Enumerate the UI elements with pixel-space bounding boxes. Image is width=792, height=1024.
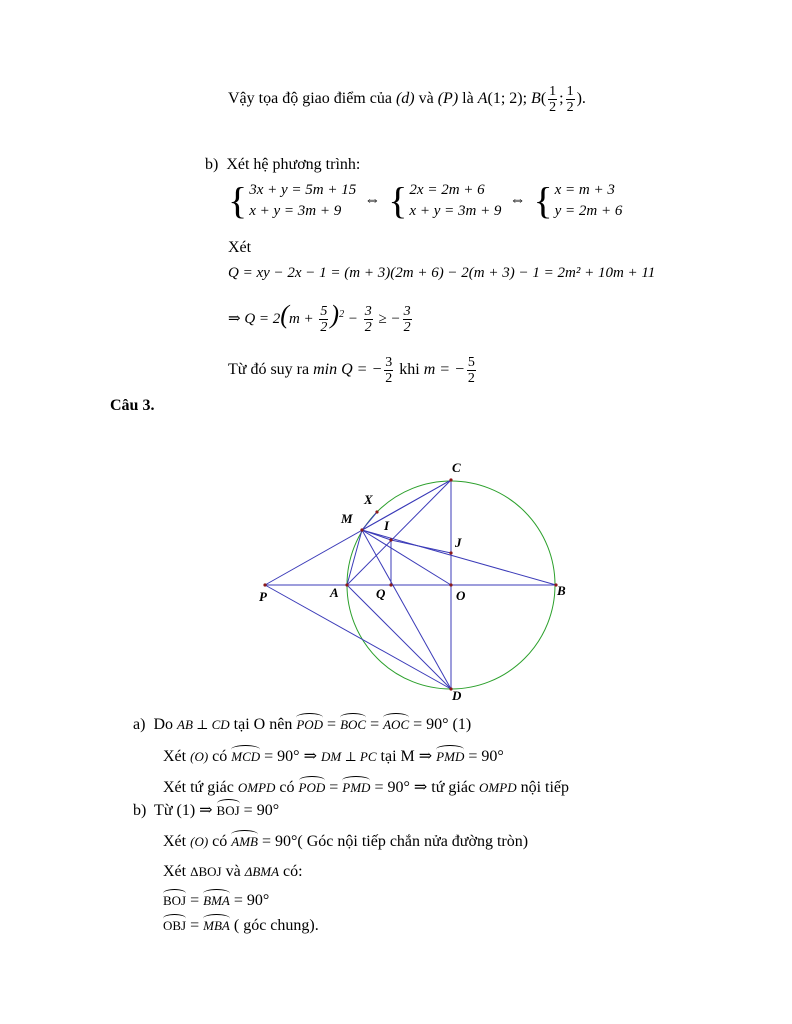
b-line-5: OBJ = MBA ( góc chung).: [163, 917, 319, 934]
question-3-title: Câu 3.: [110, 397, 155, 414]
label-i: I: [384, 518, 390, 533]
label-p: P: [259, 589, 267, 604]
intersection-conclusion: Vậy tọa độ giao điểm của (d) và (P) là A(1; 2); B( $\frac{1}{2}$ ; $\frac{1}{2}$ ).: [228, 84, 586, 115]
xet-label: Xét: [228, 239, 252, 256]
system-equations: { 3x + y = 5m + 15 x + y = 3m + 9 ⇔ { 2x = 2m + 6 x + y = 3m + 9 ⇔ { x = m + 3 y = 2m + 6: [228, 179, 623, 222]
label-o: O: [456, 588, 466, 603]
label-b: B: [557, 583, 566, 598]
b-line-2: Xét (O) có AMB = 90°( Góc nội tiếp chắn nửa đường tròn): [163, 833, 529, 850]
a-line-3: Xét tứ giác OMPD có POD = PMD = 90° ⇒ tứ giác OMPD nội tiếp: [163, 779, 570, 796]
a-line-2: Xét (O) có MCD = 90° ⇒ DM ⊥ PC tại M ⇒ PMD = 90°: [163, 748, 504, 765]
b-line-1: b) Từ (1) ⇒ BOJ = 90°: [133, 802, 280, 819]
geometry-figure: [0, 450, 792, 710]
a-line-1: a) Do AB ⊥ CD tại O nên POD = BOC = AOC = 90° (1): [133, 716, 472, 733]
b-line-3: Xét ΔBOJ và ΔBMA có:: [163, 863, 303, 880]
label-x: X: [364, 492, 373, 507]
min-conclusion: Từ đó suy ra min Q = − $\frac{3}{2}$ khi m = − $\frac{5}{2}$: [228, 355, 475, 386]
label-a: A: [330, 585, 339, 600]
b-line-4: BOJ = BMA = 90°: [163, 892, 270, 909]
label-c: C: [452, 460, 461, 475]
label-m: M: [341, 511, 353, 526]
q-minimum: ⇒ Q = 2(m + $\frac{5}{2}$ )$^2$ − $\frac{3}{2}$ ≥ − $\frac{3}{2}$: [228, 300, 411, 336]
part-b-label: b) Xét hệ phương trình:: [205, 156, 361, 173]
label-q: Q: [376, 586, 386, 601]
label-d: D: [452, 688, 462, 703]
label-j: J: [455, 535, 462, 550]
q-expression: Q = xy − 2x − 1 = (m + 3)(2m + 6) − 2(m + 3) − 1 = 2m² + 10m + 11: [228, 265, 656, 281]
